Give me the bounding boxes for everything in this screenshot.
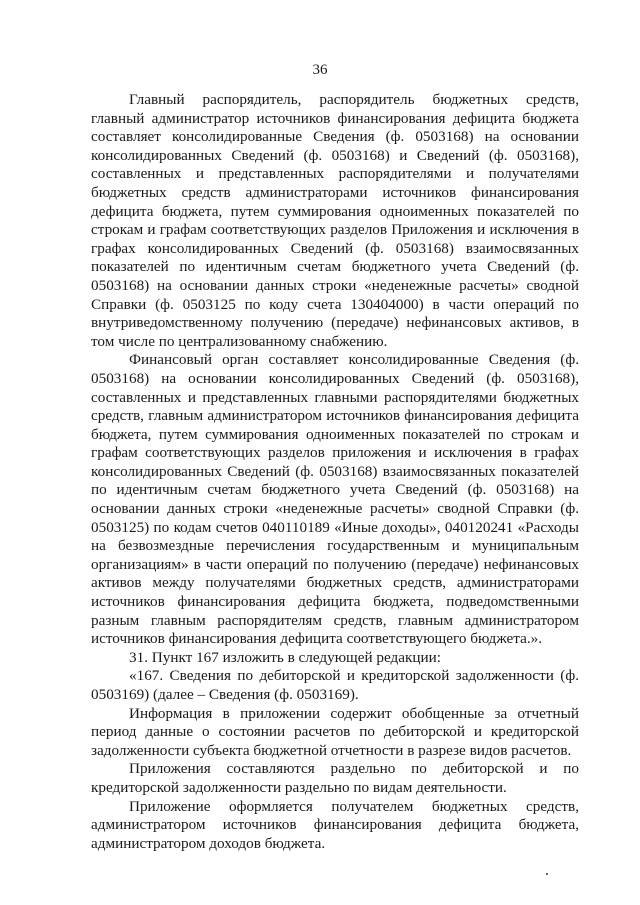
scan-speck bbox=[546, 873, 548, 875]
paragraph-clause-31: 31. Пункт 167 изложить в следующей редакции: bbox=[129, 648, 442, 666]
paragraph-appendix-prepared-by: Приложение оформляется получателем бюджетных средств, администратором источников финансирования дефицита бюджета, администратором доходов бюджета. bbox=[91, 797, 579, 852]
paragraph-financial-body: Финансовый орган составляет консолидированные Сведения (ф. 0503168) на основании консолидированных Сведений (ф. 0503168), составленных и представленных главными распорядителями бюджетных средств, главным администратором источников финансирования дефицита бюджета, путем суммирования одноименных показателей по строкам и графам соответствующих разделов приложения и исключения в графах консолидированных Сведений (ф. 0503168) взаимосвязанных показателей по идентичным счетам бюджетного учета Сведений (ф. 0503168) на основании данных строки «неденежные расчеты» сводной Справки (ф. 0503125) по кодам счетов 040110189 «Иные доходы», 040120241 «Расходы на безвозмездные перечисления государственным и муниципальным организациям» в части операций по получению (передаче) нефинансовых активов между получателями бюджетных средств, администраторами источников финансирования дефицита бюджета, подведомственными разным главным распорядителям средств, главным администратором источников финансирования дефицита соответствующего бюджета.». bbox=[91, 351, 579, 648]
paragraph-appendix-separate: Приложения составляются раздельно по дебиторской и по кредиторской задолженности раздельно по видам деятельности. bbox=[91, 760, 579, 796]
page-number: 36 bbox=[312, 62, 328, 78]
paragraph-appendix-info: Информация в приложении содержит обобщенные за отчетный период данные о состоянии расчетов по дебиторской и кредиторской задолженности субъекта бюджетной отчетности в разрезе видов расчетов. bbox=[91, 704, 579, 759]
document-body bbox=[91, 91, 579, 853]
paragraph-clause-167: «167. Сведения по дебиторской и кредиторской задолженности (ф. 0503169) (далее – Сведения (ф. 0503169). bbox=[91, 667, 579, 703]
paragraph-chief-administrator: Главный распорядитель, распорядитель бюджетных средств, главный администратор источников финансирования дефицита бюджета составляет консолидированные Сведения (ф. 0503168) на основании консолидированных Сведений (ф. 0503168) и Сведений (ф. 0503168), составленных и представленных распорядителями и получателями бюджетных средств администраторами источников финансирования дефицита бюджета, путем суммирования одноименных показателей по строкам и графам соответствующих разделов Приложения и исключения в графах консолидированных Сведений (ф. 0503168) взаимосвязанных показателей по идентичным счетам бюджетного учета Сведений (ф. 0503168) на основании данных строки «неденежные расчеты» сводной Справки (ф. 0503125 по коду счета 130404000) в части операций по внутриведомственному получению (передаче) нефинансовых активов, в том числе по централизованному снабжению. bbox=[91, 91, 579, 350]
